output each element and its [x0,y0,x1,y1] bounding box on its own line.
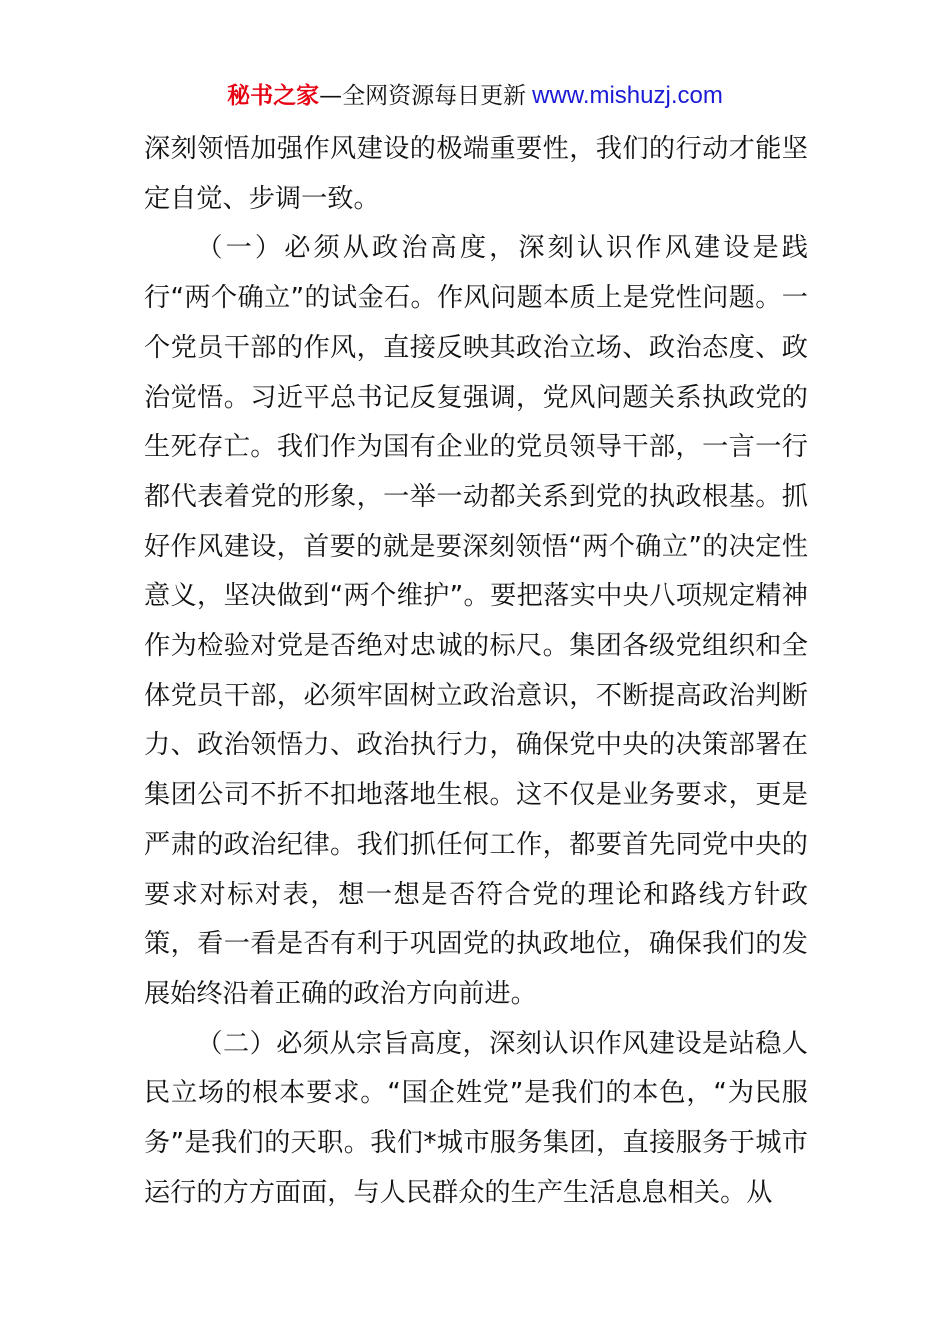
document-body [144,125,808,1218]
paragraph-section-one: （一）必须从政治高度，深刻认识作风建设是践行“两个确立”的试金石。作风问题本质上是党性问题。一个党员干部的作风，直接反映其政治立场、政治态度、政治觉悟。习近平总书记反复强调，党风问题关系执政党的生死存亡。我们作为国有企业的党员领导干部，一言一行都代表着党的形象，一举一动都关系到党的执政根基。抓好作风建设，首要的就是要深刻领悟“两个确立”的决定性意义，坚决做到“两个维护”。要把落实中央八项规定精神作为检验对党是否绝对忠诚的标尺。集团各级党组织和全体党员干部，必须牢固树立政治意识，不断提高政治判断力、政治领悟力、政治执行力，确保党中央的决策部署在集团公司不折不扣地落地生根。这不仅是业务要求，更是严肃的政治纪律。我们抓任何工作，都要首先同党中央的要求对标对表，想一想是否符合党的理论和路线方针政策，看一看是否有利于巩固党的执政地位，确保我们的发展始终沿着正确的政治方向前进。 [144,233,808,1009]
site-brand: 秘书之家 [227,83,320,109]
site-url-link[interactable]: www.mishuzj.com [532,82,723,109]
page-header [0,80,950,112]
site-tagline: —全网资源每日更新 [319,83,527,109]
paragraph-continuation: 深刻领悟加强作风建设的极端重要性，我们的行动才能坚定自觉、步调一致。 [144,134,808,214]
paragraph-section-two: （二）必须从宗旨高度，深刻认识作风建设是站稳人民立场的根本要求。“国企姓党”是我们的本色，“为民服务”是我们的天职。我们*城市服务集团，直接服务于城市运行的方方面面，与人民群众的生产生活息息相关。从 [144,1028,808,1208]
